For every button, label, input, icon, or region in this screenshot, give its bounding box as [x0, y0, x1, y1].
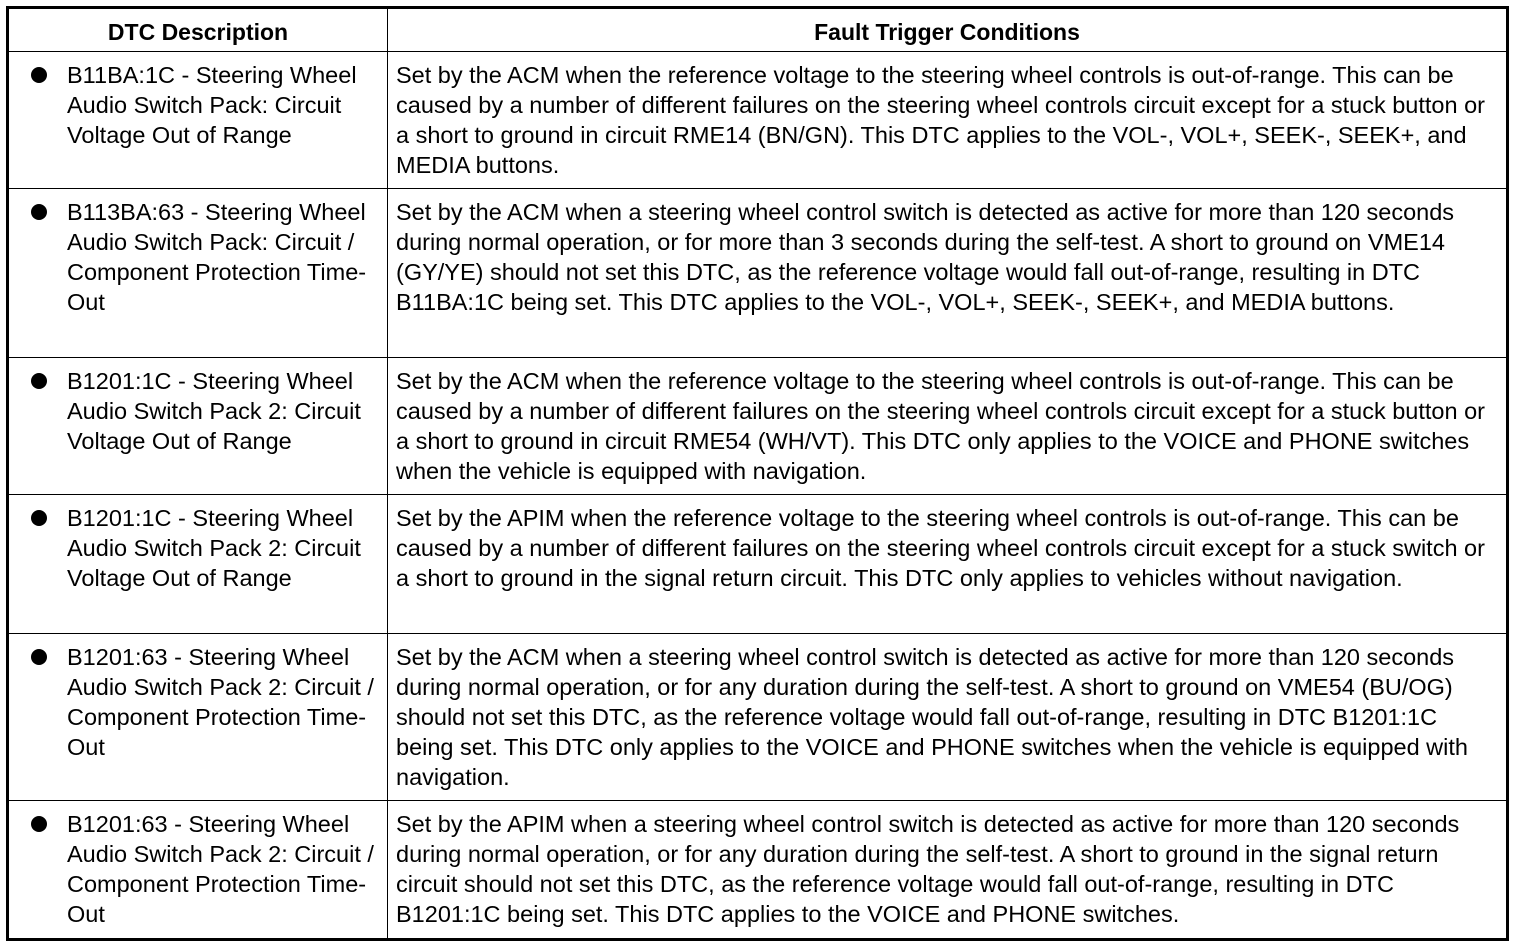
bullet-item [31, 503, 383, 593]
dtc-description-text: B1201:63 - Steering Wheel Audio Switch Pack 2: Circuit / Component Protection Time-Out [67, 811, 374, 927]
dtc-table [6, 6, 1509, 941]
dtc-description-cell [8, 495, 388, 634]
header-fault-trigger-conditions: Fault Trigger Conditions [388, 8, 1508, 52]
dtc-description-cell [8, 52, 388, 189]
bullet-item [31, 366, 383, 456]
table-row [8, 52, 1508, 189]
fault-conditions-cell: Set by the ACM when the reference voltage to the steering wheel controls is out-of-range. This can be caused by a number of different failures on the steering wheel controls circuit except for a stuck button or a short to ground in circuit RME54 (WH/VT). This DTC only applies to the VOICE and PHONE switches when the vehicle is equipped with navigation. [388, 358, 1508, 495]
fault-conditions-cell: Set by the ACM when a steering wheel control switch is detected as active for more than 120 seconds during normal operation, or for more than 3 seconds during the self-test. A short to ground on VME14 (GY/YE) should not set this DTC, as the reference voltage would fall out-of-range, resulting in DTC B11BA:1C being set. This DTC applies to the VOL-, VOL+, SEEK-, SEEK+, and MEDIA buttons. [388, 189, 1508, 358]
bullet-icon [31, 373, 47, 389]
dtc-description-text: B11BA:1C - Steering Wheel Audio Switch Pack: Circuit Voltage Out of Range [67, 62, 357, 148]
fault-conditions-cell: Set by the APIM when a steering wheel control switch is detected as active for more than 120 seconds during normal operation, or for any duration during the self-test. A short to ground in the signal return circuit should not set this DTC, as the reference voltage would fall out-of-range, resulting in DTC B1201:1C being set. This DTC applies to the VOICE and PHONE switches. [388, 801, 1508, 940]
table-body [8, 52, 1508, 940]
bullet-icon [31, 816, 47, 832]
bullet-item [31, 60, 383, 150]
dtc-description-text: B1201:1C - Steering Wheel Audio Switch Pack 2: Circuit Voltage Out of Range [67, 505, 361, 591]
header-dtc-description: DTC Description [8, 8, 388, 52]
table-header [8, 8, 1508, 52]
bullet-item [31, 197, 383, 317]
dtc-description-cell [8, 634, 388, 801]
table-row [8, 495, 1508, 634]
bullet-item [31, 809, 383, 929]
dtc-description-cell [8, 801, 388, 940]
dtc-description-text: B1201:1C - Steering Wheel Audio Switch Pack 2: Circuit Voltage Out of Range [67, 368, 361, 454]
fault-conditions-cell: Set by the ACM when a steering wheel control switch is detected as active for more than 120 seconds during normal operation, or for any duration during the self-test. A short to ground on VME54 (BU/OG) should not set this DTC, as the reference voltage would fall out-of-range, resulting in DTC B1201:1C being set. This DTC only applies to the VOICE and PHONE switches when the vehicle is equipped with navigation. [388, 634, 1508, 801]
table-row [8, 189, 1508, 358]
bullet-icon [31, 510, 47, 526]
bullet-icon [31, 67, 47, 83]
table-row [8, 801, 1508, 940]
dtc-description-cell [8, 189, 388, 358]
bullet-icon [31, 204, 47, 220]
fault-conditions-cell: Set by the APIM when the reference voltage to the steering wheel controls is out-of-range. This can be caused by a number of different failures on the steering wheel controls circuit except for a stuck switch or a short to ground in the signal return circuit. This DTC only applies to vehicles without navigation. [388, 495, 1508, 634]
dtc-description-cell [8, 358, 388, 495]
bullet-item [31, 642, 383, 762]
table-row [8, 358, 1508, 495]
dtc-description-text: B113BA:63 - Steering Wheel Audio Switch Pack: Circuit / Component Protection Time-Out [67, 199, 367, 315]
dtc-description-text: B1201:63 - Steering Wheel Audio Switch Pack 2: Circuit / Component Protection Time-Out [67, 644, 374, 760]
bullet-icon [31, 649, 47, 665]
fault-conditions-cell: Set by the ACM when the reference voltage to the steering wheel controls is out-of-range. This can be caused by a number of different failures on the steering wheel controls circuit except for a stuck button or a short to ground in circuit RME14 (BN/GN). This DTC applies to the VOL-, VOL+, SEEK-, SEEK+, and MEDIA buttons. [388, 52, 1508, 189]
header-row [8, 8, 1508, 52]
table-row [8, 634, 1508, 801]
